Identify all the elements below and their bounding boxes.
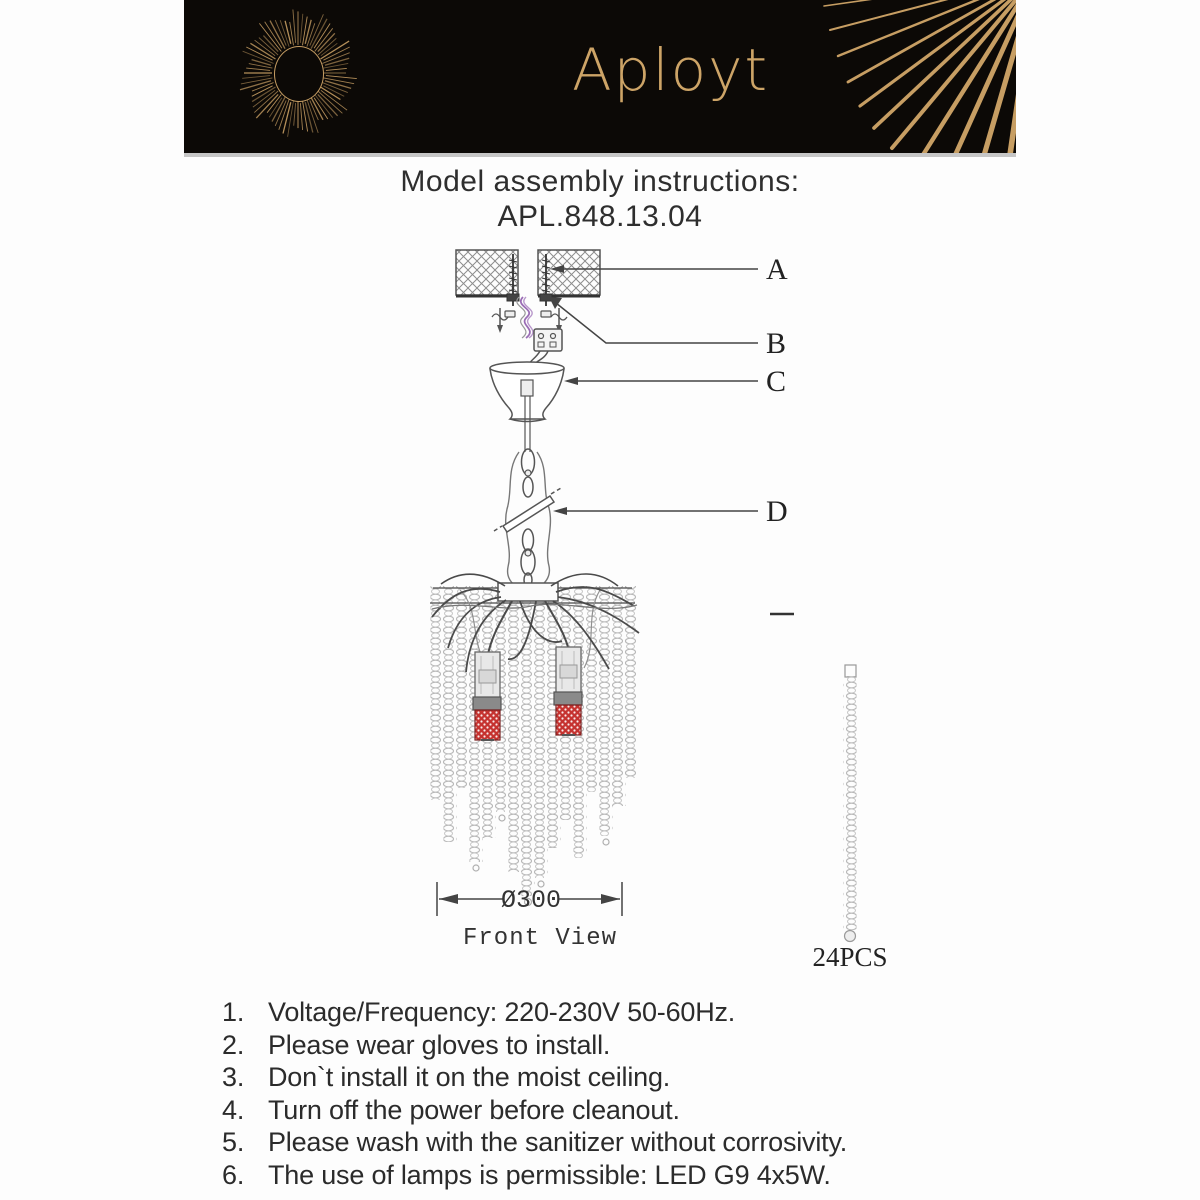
label-c: C <box>766 365 787 398</box>
label-b: B <box>766 327 787 360</box>
terminal-block <box>529 329 562 366</box>
ceiling-block <box>456 250 600 296</box>
instruction-number: 1. <box>222 997 245 1027</box>
instruction-number: 2. <box>222 1029 245 1060</box>
instruction-number: 6. <box>222 1159 245 1190</box>
crystal-strands <box>431 586 638 906</box>
instruction-text: Please wear gloves to install. <box>268 1029 611 1060</box>
page-title: Model assembly instructions: <box>400 165 800 198</box>
model-number: APL.848.13.04 <box>497 200 703 233</box>
brand-wordmark: Aployt <box>572 36 770 104</box>
instruction-number: 5. <box>222 1127 245 1158</box>
instruction-number: 4. <box>222 1094 245 1125</box>
list-item <box>222 1094 1042 1127</box>
instruction-list <box>222 996 1042 1192</box>
list-item <box>222 996 1042 1029</box>
list-item <box>222 1126 1042 1159</box>
supply-wires <box>517 297 533 338</box>
instruction-text: Turn off the power before cleanout. <box>268 1094 680 1125</box>
strand-count-label: 24PCS <box>812 942 888 972</box>
instruction-number: 3. <box>222 1062 245 1093</box>
label-d: D <box>766 495 788 528</box>
list-item <box>222 1159 1042 1192</box>
instruction-text: Don`t install it on the moist ceiling. <box>268 1062 671 1093</box>
instruction-text: Please wash with the sanitizer without corrosivity. <box>268 1127 848 1158</box>
instruction-text: The use of lamps is permissible: LED G9 4x5W. <box>268 1159 831 1190</box>
hanging-chain <box>494 449 561 587</box>
instruction-text: Voltage/Frequency: 220-230V 50-60Hz. <box>268 997 736 1027</box>
ceiling-canopy <box>490 362 564 452</box>
spare-strand <box>844 665 857 942</box>
label-a: A <box>766 253 788 286</box>
anchor-bolts <box>507 254 552 306</box>
part-leaders <box>549 265 794 614</box>
dimension-label: Ø300 <box>500 886 562 915</box>
view-label: Front View <box>462 925 618 952</box>
list-item <box>222 1029 1042 1062</box>
list-item <box>222 1061 1042 1094</box>
